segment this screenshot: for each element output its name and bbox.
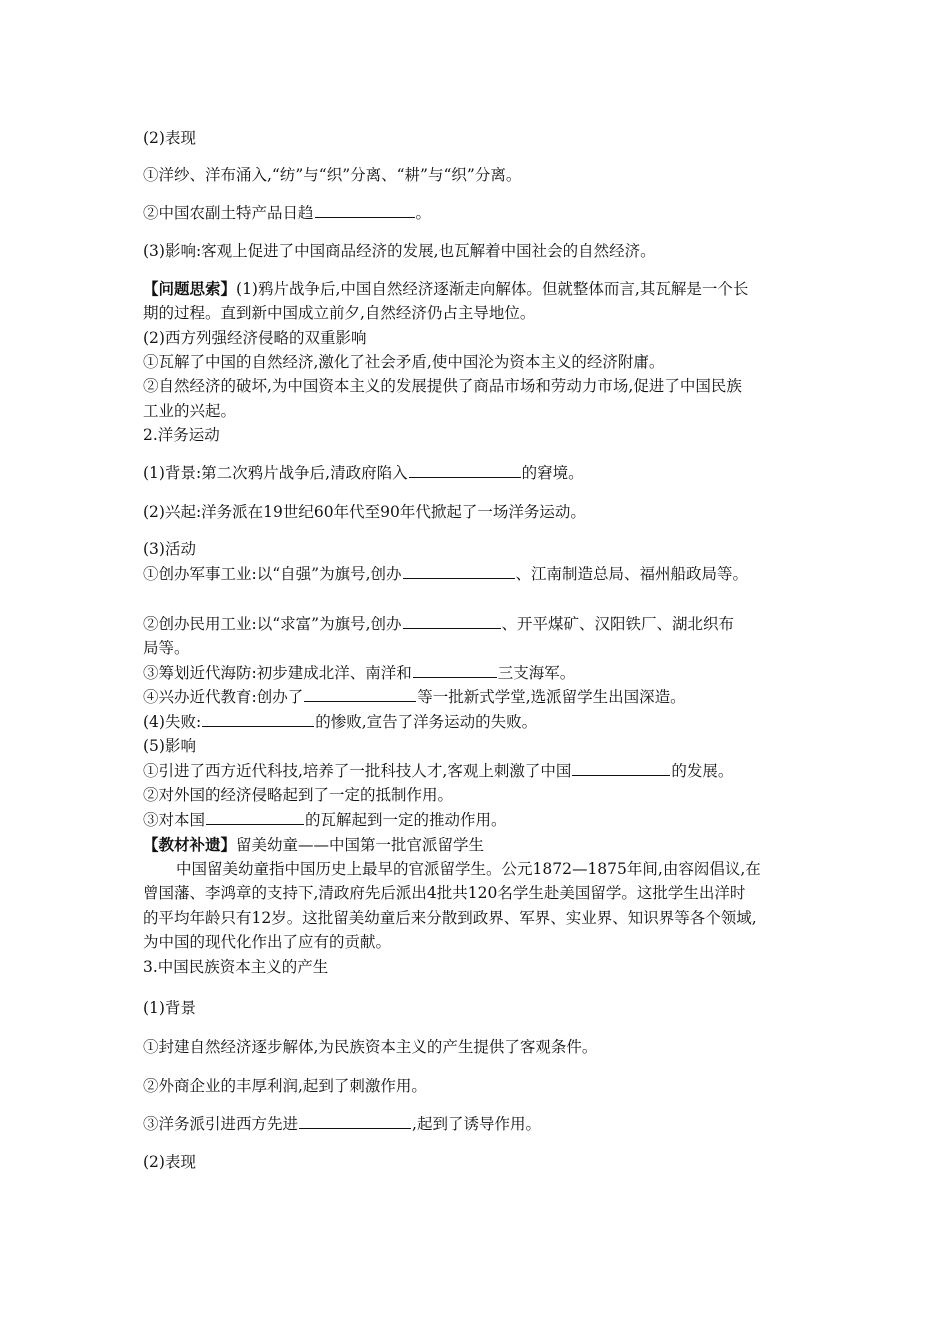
text: 期的过程。直到新中国成立前夕,自然经济仍占主导地位。 — [143, 304, 536, 322]
section-heading: 2.洋务运动 — [143, 426, 220, 444]
text: ③对本国 — [143, 811, 206, 829]
text: ②外商企业的丰厚利润,起到了刺激作用。 — [143, 1077, 427, 1095]
text: (1)鸦片战争后,中国自然经济逐渐走向解体。但就整体而言,其瓦解是一个长 — [236, 280, 749, 298]
text-line — [143, 1075, 427, 1097]
text-line — [143, 164, 521, 186]
text: ④兴办近代教育:创办了 — [143, 688, 304, 706]
text: 的瓦解起到一定的推动作用。 — [305, 811, 507, 829]
text: 的惨败,宣告了洋务运动的失败。 — [315, 713, 538, 731]
text-line — [143, 760, 733, 782]
text-line — [143, 613, 734, 635]
text-line — [143, 834, 484, 856]
text: ②创办民用工业:以“求富”为旗号,创办 — [143, 615, 402, 633]
text: ②对外国的经济侵略起到了一定的抵制作用。 — [143, 786, 454, 804]
text-line — [143, 563, 748, 585]
text-line — [143, 400, 236, 422]
text-line — [143, 302, 535, 324]
text-line — [143, 240, 656, 262]
text: ①创办军事工业:以“自强”为旗号,创办 — [143, 565, 402, 583]
text-line — [143, 327, 366, 349]
text: ②中国农副土特产品日趋 — [143, 204, 314, 222]
text-line — [143, 538, 196, 560]
text: 、开平煤矿、汉阳铁厂、湖北织布 — [501, 615, 735, 633]
fill-in-blank — [299, 1113, 411, 1129]
text-line — [143, 424, 220, 446]
text: 局等。 — [143, 639, 190, 657]
text-line — [143, 127, 196, 149]
text: 工业的兴起。 — [143, 402, 237, 420]
text-line — [143, 809, 507, 831]
text: (5)影响 — [143, 737, 196, 755]
text: ②自然经济的破坏,为中国资本主义的发展提供了商品市场和劳动力市场,促进了中国民族 — [143, 377, 742, 395]
fill-in-blank — [572, 760, 670, 776]
text-line — [143, 1151, 196, 1173]
text-line — [143, 956, 328, 978]
text: (4)失败: — [143, 713, 202, 731]
text-line — [143, 907, 757, 929]
fill-in-blank — [206, 809, 304, 825]
section-heading: (2)表现 — [143, 129, 196, 147]
section-heading: 3.中国民族资本主义的产生 — [143, 958, 329, 976]
callout-label: 【教材补遗】 — [143, 835, 237, 854]
text-line — [143, 351, 664, 373]
text-line — [143, 375, 742, 397]
text: 三支海军。 — [497, 664, 576, 682]
text: 等一批新式学堂,选派留学生出国深造。 — [417, 688, 686, 706]
text-line — [143, 1036, 597, 1058]
fill-in-blank — [409, 462, 521, 478]
fill-in-blank — [413, 662, 497, 678]
text: ③筹划近代海防:初步建成北洋、南洋和 — [143, 664, 412, 682]
callout-label: 【问题思索】 — [143, 279, 237, 298]
text: 、江南制造总局、福州船政局等。 — [515, 565, 749, 583]
text-line — [143, 501, 586, 523]
text: (2)西方列强经济侵略的双重影响 — [143, 329, 367, 347]
text-line — [143, 637, 190, 659]
text: 的发展。 — [671, 762, 734, 780]
text: (2)兴起:洋务派在19世纪60年代至90年代掀起了一场洋务运动。 — [143, 503, 586, 521]
text-line — [143, 662, 575, 684]
text: 为中国的现代化作出了应有的贡献。 — [143, 933, 392, 951]
text-line — [143, 686, 686, 708]
text: 的平均年龄只有12岁。这批留美幼童后来分散到政界、军界、实业界、知识界等各个领域, — [143, 909, 757, 927]
text-line — [143, 882, 745, 904]
text: 曾国藩、李鸿章的支持下,清政府先后派出4批共120名学生赴美国留学。这批学生出洋时 — [143, 884, 746, 902]
text: ①瓦解了中国的自然经济,激化了社会矛盾,使中国沦为资本主义的经济附庸。 — [143, 353, 665, 371]
text: (1)背景:第二次鸦片战争后,清政府陷入 — [143, 464, 408, 482]
fill-in-blank — [315, 202, 415, 218]
fill-in-blank — [403, 563, 515, 579]
text-line — [143, 997, 196, 1019]
text: 。 — [415, 204, 432, 222]
fill-in-blank — [403, 613, 501, 629]
text: (3)活动 — [143, 540, 196, 558]
text-line — [143, 931, 391, 953]
text-line — [143, 278, 748, 300]
text: (2)表现 — [143, 1153, 196, 1171]
text: (1)背景 — [143, 999, 196, 1017]
fill-in-blank — [202, 711, 314, 727]
text-line — [143, 462, 584, 484]
text: 的窘境。 — [521, 464, 584, 482]
fill-in-blank — [304, 686, 416, 702]
text: 留美幼童——中国第一批官派留学生 — [236, 836, 485, 854]
text-line — [143, 784, 453, 806]
text: ①引进了西方近代科技,培养了一批科技人才,客观上刺激了中国 — [143, 762, 572, 780]
text-line — [176, 858, 761, 880]
text: (3)影响:客观上促进了中国商品经济的发展,也瓦解着中国社会的自然经济。 — [143, 242, 656, 260]
text-line — [143, 711, 537, 733]
text-line — [143, 1113, 541, 1135]
text: ①封建自然经济逐步解体,为民族资本主义的产生提供了客观条件。 — [143, 1038, 598, 1056]
text-line — [143, 735, 196, 757]
text: ①洋纱、洋布涌入,“纺”与“织”分离、“耕”与“织”分离。 — [143, 166, 522, 184]
text: ,起到了诱导作用。 — [412, 1115, 541, 1133]
text: 中国留美幼童指中国历史上最早的官派留学生。公元1872—1875年间,由容闳倡议,在 — [176, 860, 761, 878]
text: ③洋务派引进西方先进 — [143, 1115, 299, 1133]
text-line — [143, 202, 431, 224]
